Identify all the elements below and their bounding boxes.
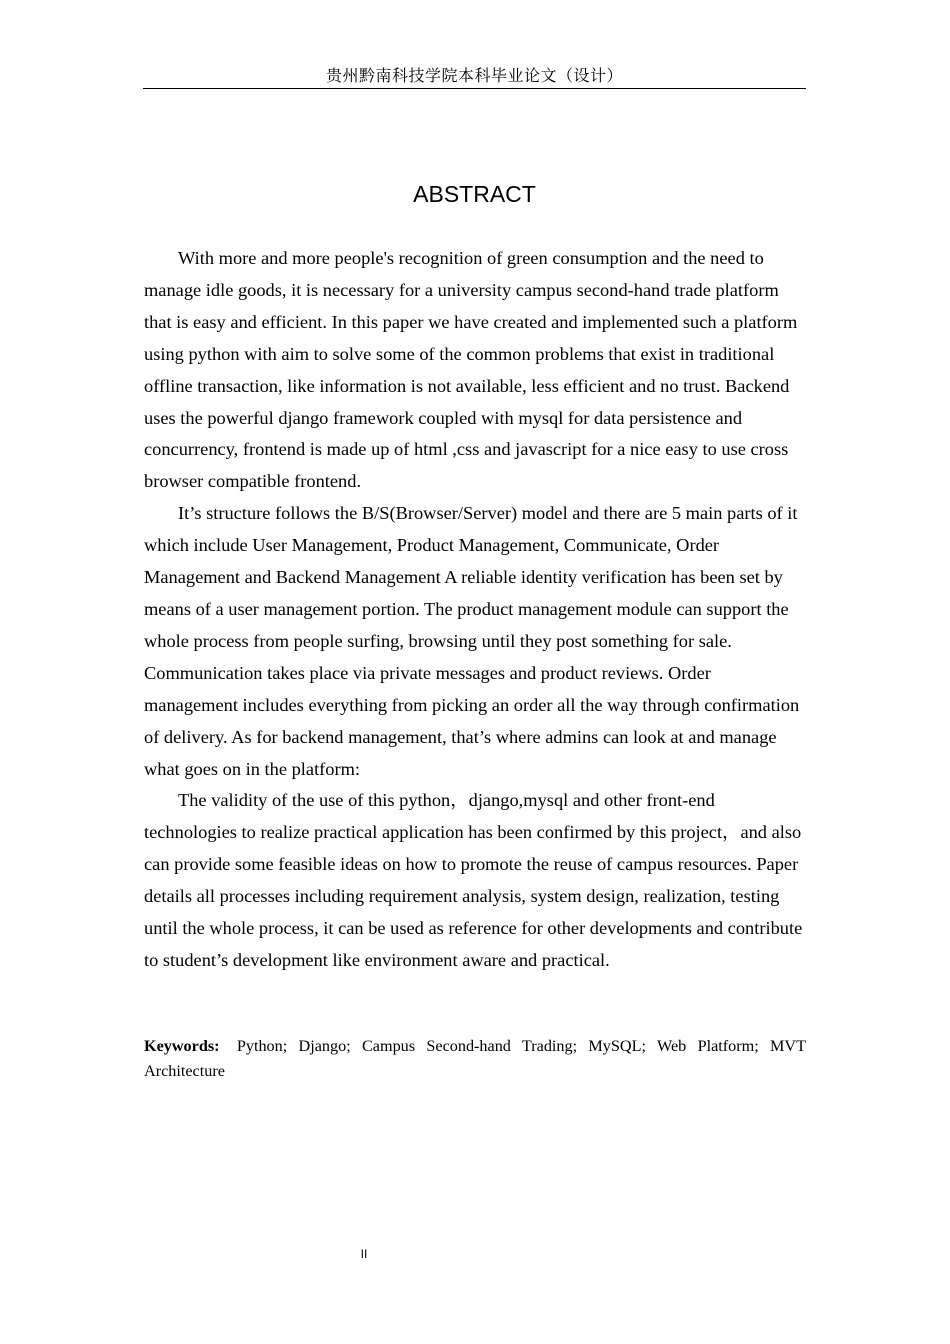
keywords-text: Python; Django; Campus Second-hand Trading; MySQL; Web Platform; MVT Architecture bbox=[144, 1037, 807, 1080]
page-header: 贵州黔南科技学院本科毕业论文（设计） bbox=[143, 66, 806, 89]
abstract-title: ABSTRACT bbox=[413, 181, 536, 207]
abstract-paragraph: With more and more people's recognition of green consumption and the need to manage idle goods, it is necessary for a university campus second-hand trade platform that is easy and efficient. In this paper we have created and implemented such a platform using python with aim to solve some of the common problems that exist in traditional offline transaction, like information is not available, less efficient and no trust. Backend uses the powerful django framework coupled with mysql for data persistence and concurrency, frontend is made up of html ,css and javascript for a nice easy to use cross browser compatible frontend. bbox=[144, 248, 798, 492]
abstract-body bbox=[144, 243, 806, 977]
abstract-paragraph: The validity of the use of this python，django,mysql and other front-end technologies to realize practical application has been confirmed by this project，and also can provide some feasible ideas on how to promote the reuse of campus resources. Paper details all processes including requirement analysis, system design, realization, testing until the whole process, it can be used as reference for other developments and contribute to student’s development like environment aware and practical. bbox=[144, 790, 803, 970]
abstract-paragraph: It’s structure follows the B/S(Browser/Server) model and there are 5 main parts of it which include User Management, Product Management, Communicate, Order Management and Backend Management A reliable identity verification has been set by means of a user management portion. The product management module can support the whole process from people surfing, browsing until they post something for sale. Communication takes place via private messages and product reviews. Order management includes everything from picking an order all the way through confirmation of delivery. As for backend management, that’s where admins can look at and manage what goes on in the platform: bbox=[144, 503, 800, 779]
keywords-block bbox=[144, 1034, 806, 1084]
page-number: II bbox=[360, 1247, 368, 1261]
keywords-label: Keywords: bbox=[144, 1037, 220, 1055]
